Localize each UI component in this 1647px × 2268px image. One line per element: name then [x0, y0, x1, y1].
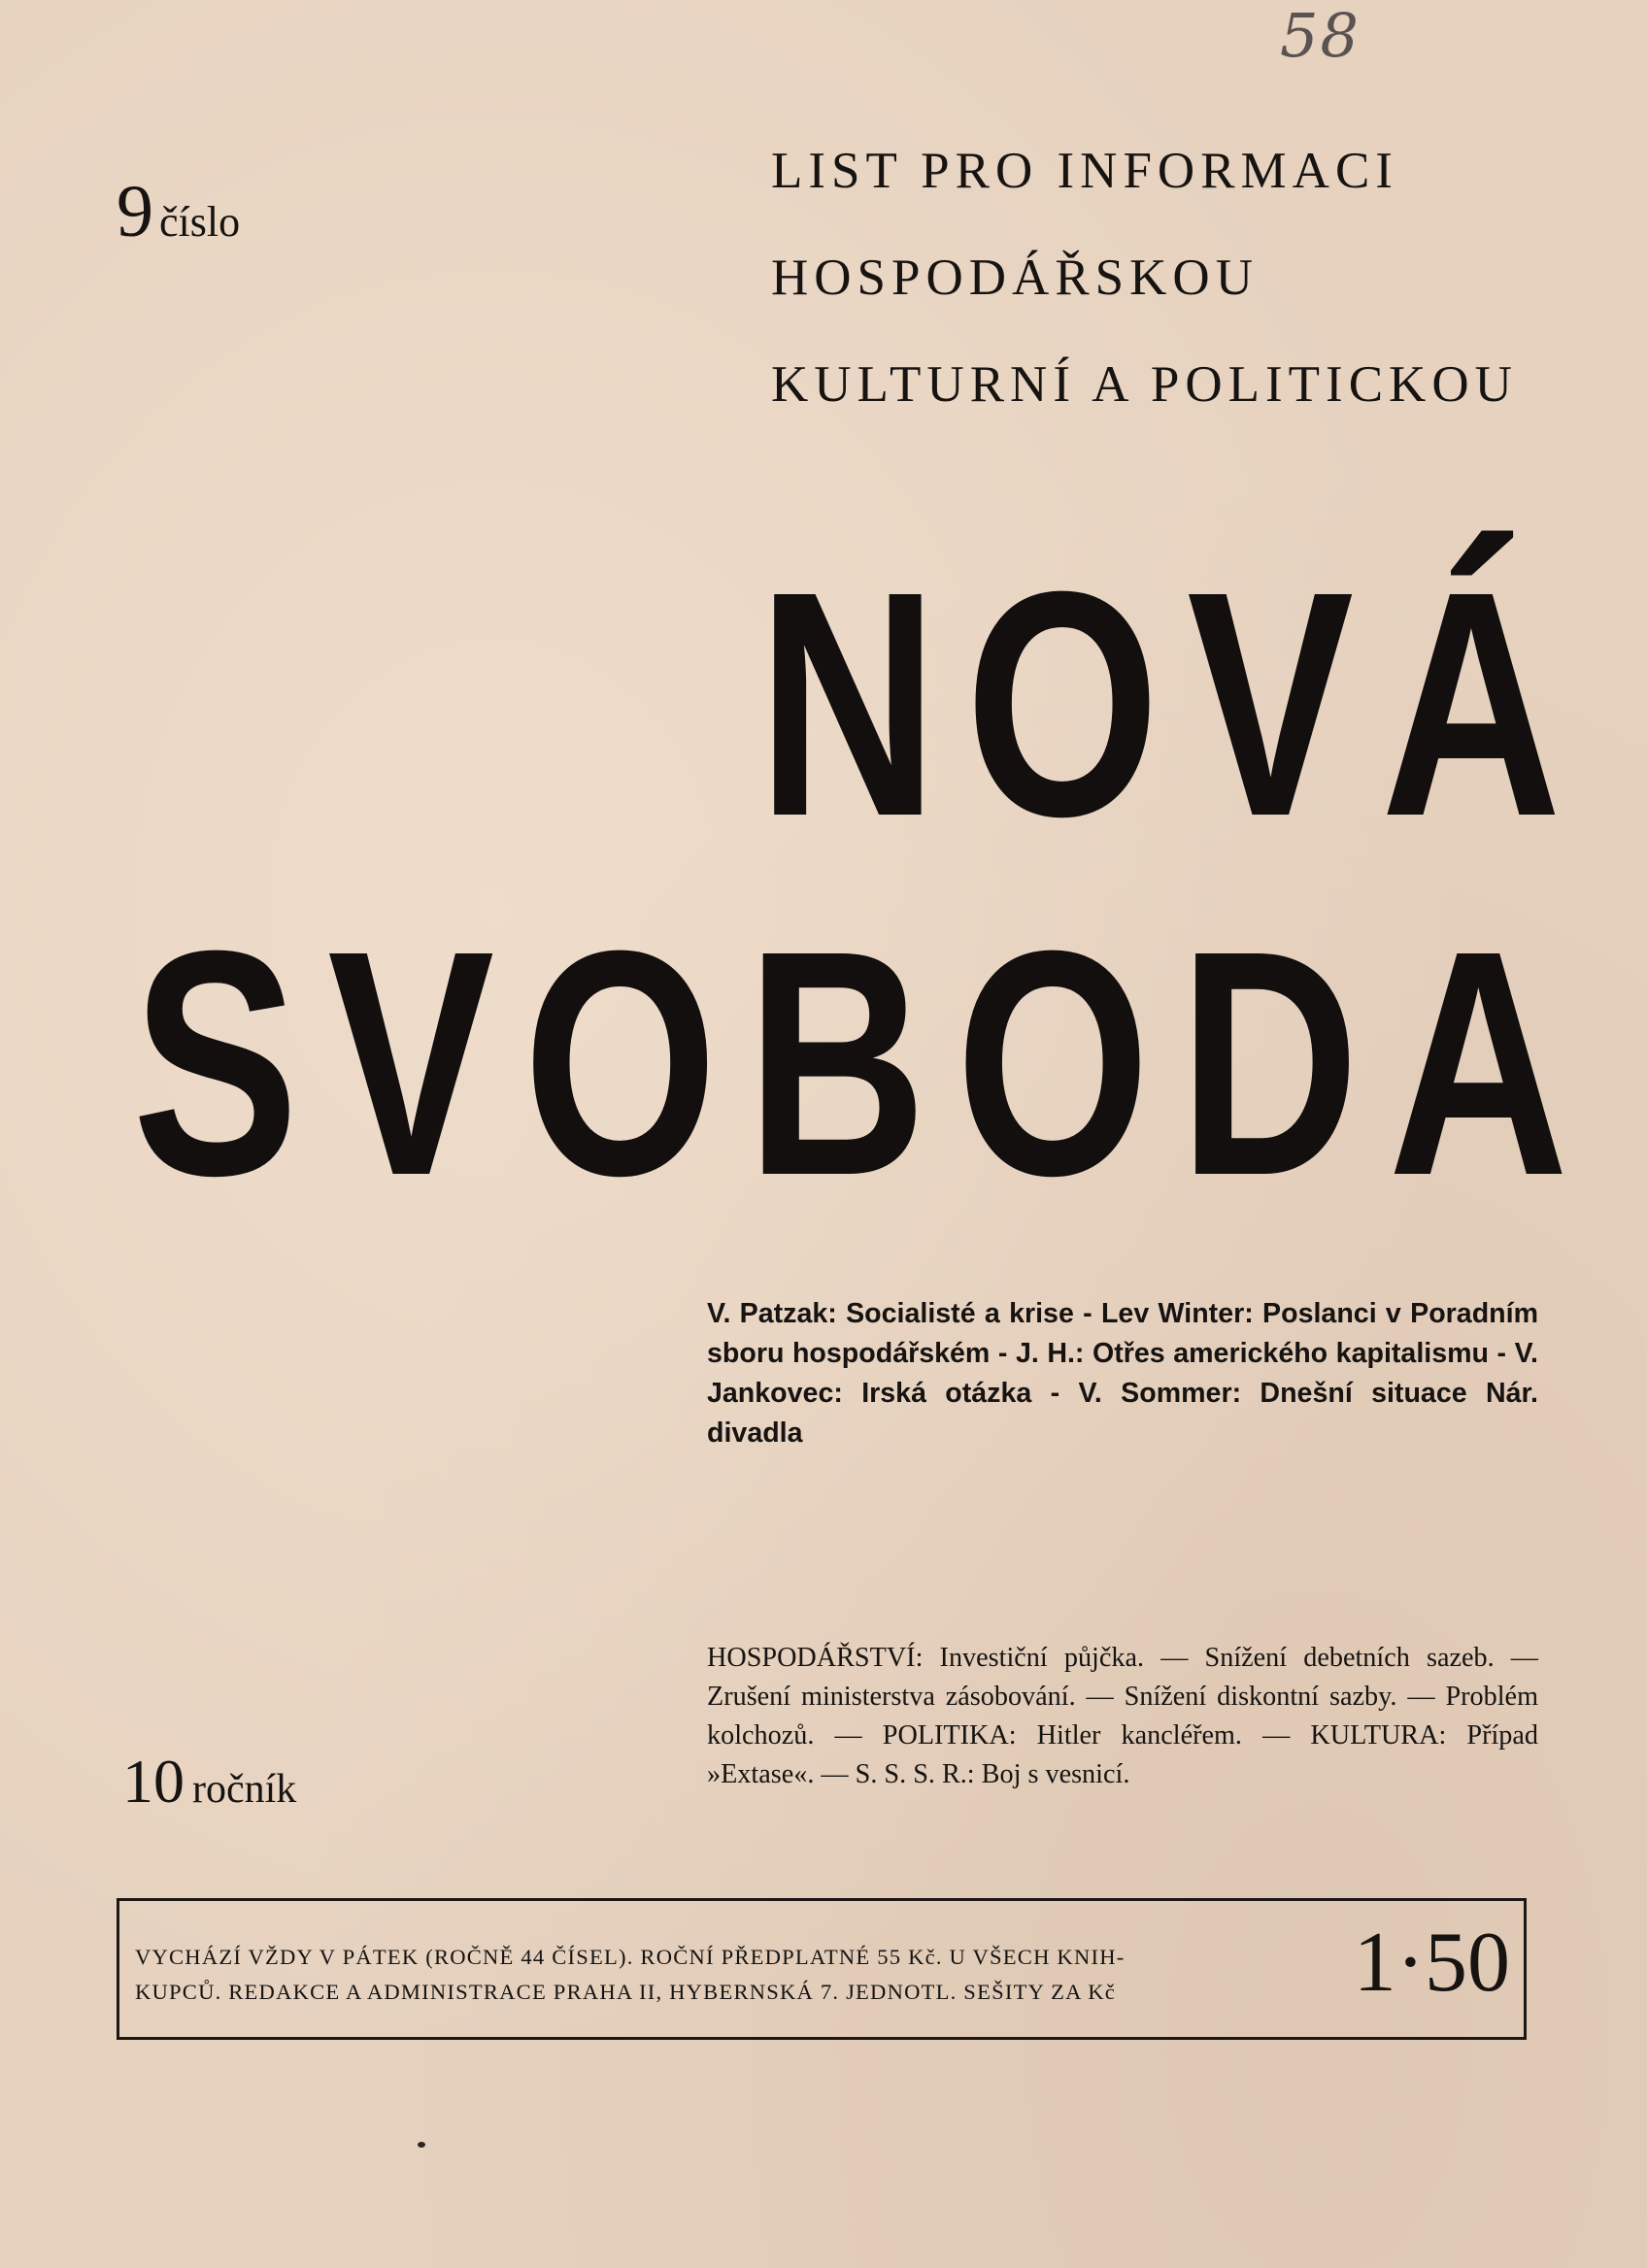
masthead-subtitle [771, 143, 1518, 466]
volume-number-value: 10 [122, 1747, 185, 1816]
volume-number [122, 1746, 296, 1818]
ink-speck [418, 2142, 425, 2148]
subtitle-line-2: HOSPODÁŘSKOU [771, 250, 1259, 306]
issue-number-value: 9 [117, 171, 153, 252]
publication-info-line-1: VYCHÁZÍ VŽDY V PÁTEK (ROČNĚ 44 ČÍSEL). ROČNÍ PŘEDPLATNÉ 55 Kč. U VŠECH KNIH- [135, 1945, 1126, 1969]
title-nova: NOVÁ [757, 524, 1590, 883]
title-svoboda: SVOBODA [132, 884, 1597, 1242]
table-of-contents: V. Patzak: Socialisté a krise - Lev Winter: Poslanci v Poradním sboru hospodářském - J. H.: Otřes amerického kapitalismu - V. Jankovec: Irská otázka - V. Sommer: Dnešní situace Nár. divadla [707, 1298, 1538, 1449]
publication-info-line-2: KUPCŮ. REDAKCE A ADMINISTRACE PRAHA II, HYBERNSKÁ 7. JEDNOTL. SEŠITY ZA Kč [135, 1980, 1116, 2004]
rubrics-list: HOSPODÁŘSTVÍ: Investiční půjčka. — Snížení debetních sazeb. — Zrušení ministerstva zásobování. — Snížení diskontní sazby. — Problém kolchozů. — POLITIKA: Hitler kancléřem. — KULTURA: Případ »Extase«. — S. S. S. R.: Boj s vesnicí. [707, 1643, 1538, 1789]
volume-number-label: ročník [192, 1767, 297, 1812]
publication-info-box [117, 1898, 1527, 2040]
subtitle-line-1: LIST PRO INFORMACI [771, 143, 1398, 199]
issue-number-label: číslo [159, 198, 241, 246]
subtitle-line-3: KULTURNÍ A POLITICKOU [771, 356, 1518, 413]
issue-number [117, 171, 241, 252]
publication-info-text [135, 1940, 1335, 2010]
price: 1·50 [1353, 1916, 1510, 2010]
handwritten-note: 58 [1280, 0, 1361, 71]
